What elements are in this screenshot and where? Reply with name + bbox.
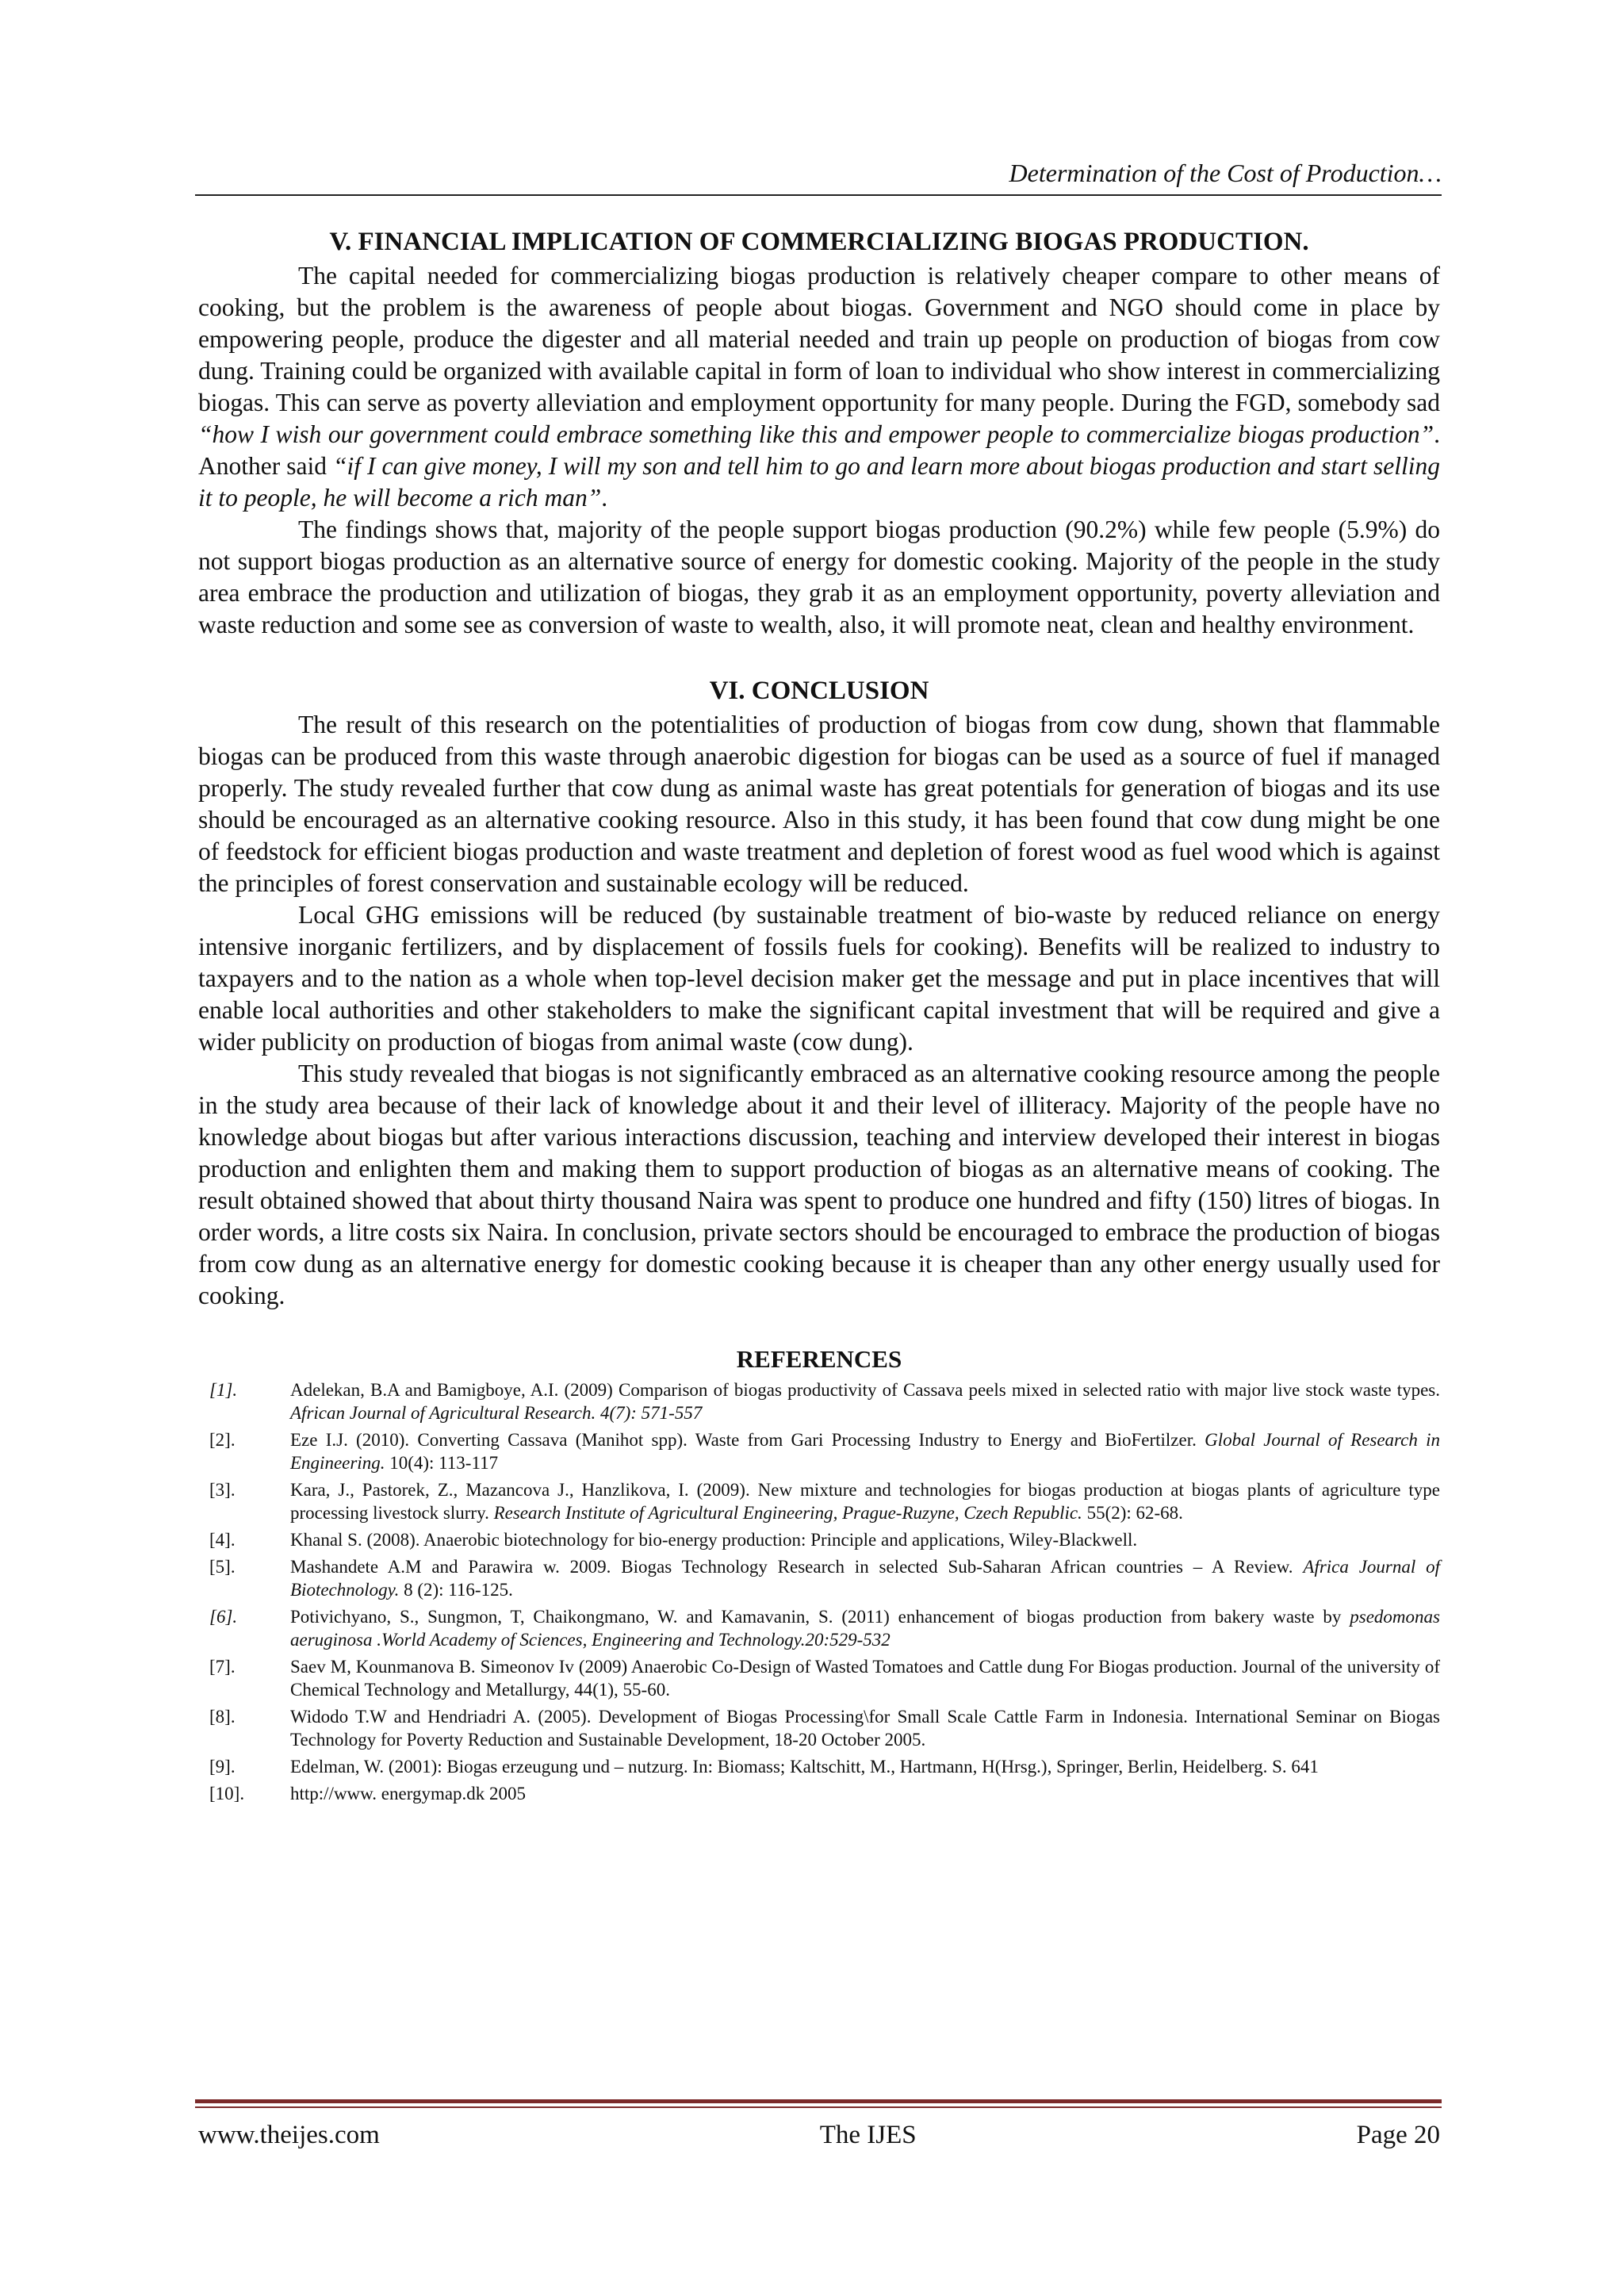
reference-item	[198, 1705, 1440, 1751]
reference-number: [4].	[209, 1530, 236, 1550]
paragraph: The result of this research on the potentialities of production of biogas from cow dung, shown that flammable biogas can be produced from this waste through anaerobic digestion for biogas can be used as a source of fuel if managed properly. The study revealed further that cow dung as animal waste has great potentials for generation of biogas and its use should be encouraged as an alternative cooking resource. Also in this study, it has been found that cow dung might be one of feedstock for efficient biogas production and waste treatment and depletion of forest wood as fuel wood which is against the principles of forest conservation and sustainable ecology will be reduced.	[198, 711, 1440, 897]
header-rule	[195, 194, 1442, 196]
paragraph	[198, 260, 1440, 514]
reference-item	[198, 1655, 1440, 1701]
running-header: Determination of the Cost of Production…	[1009, 159, 1442, 187]
reference-text	[290, 1555, 1440, 1601]
reference-item	[198, 1428, 1440, 1474]
reference-number: [8].	[209, 1707, 236, 1727]
paragraph: This study revealed that biogas is not significantly embraced as an alternative cooking resource among the people in the study area because of their lack of knowledge about it and their level of illiteracy. Majority of the people have no knowledge about biogas but after various interactions discussion, teaching and interview developed their interest in biogas production and enlighten them and making them to support production of biogas as an alternative means of cooking. The result obtained showed that about thirty thousand Naira was spent to produce one hundred and fifty (150) litres of biogas. In order words, a litre costs six Naira. In conclusion, private sectors should be encouraged to embrace the production of biogas from cow dung as an alternative energy for domestic cooking because it is cheaper than any other energy usually used for cooking.	[198, 1060, 1440, 1309]
reference-text	[290, 1528, 1440, 1551]
reference-text	[290, 1605, 1440, 1651]
reference-item	[198, 1555, 1440, 1601]
journal: African Journal of Agricultural Research. 4(7): 571-557	[290, 1403, 703, 1423]
reference-number: [5].	[209, 1557, 236, 1577]
section-heading-financial: V. FINANCIAL IMPLICATION OF COMMERCIALIZING BIOGAS PRODUCTION.	[329, 228, 1309, 256]
text: Adelekan, B.A and Bamigboye, A.I. (2009) Comparison of biogas productivity of Cassava peels mixed in selected ratio with major live stock waste types.	[290, 1380, 1440, 1400]
reference-text	[290, 1428, 1440, 1474]
text: 10(4): 113-117	[385, 1453, 499, 1473]
reference-item	[198, 1782, 1440, 1805]
text: Saev M, Kounmanova B. Simeonov Iv (2009) Anaerobic Co-Design of Wasted Tomatoes and Cattle dung For Biogas production. Journal of the university of Chemical Technology and Metallurgy, 44(1), 55-60.	[290, 1657, 1440, 1700]
text: http://www. energymap.dk 2005	[290, 1784, 527, 1803]
text: 8 (2): 116-125.	[399, 1580, 513, 1600]
footer-rule	[195, 2099, 1442, 2103]
reference-number: [6].	[209, 1607, 238, 1627]
reference-list	[198, 1378, 1440, 1805]
journal: psedomonas aeruginosa .World Academy of Sciences, Engineering and Technology.20:529-532	[290, 1607, 1440, 1650]
text: .	[601, 484, 608, 512]
section-heading-conclusion: VI. CONCLUSION	[709, 677, 929, 705]
paragraph: The findings shows that, majority of the people support biogas production (90.2%) while few people (5.9%) do not support biogas production as an alternative source of energy for domestic cooking. Majority of the people in the study area embrace the production and utilization of biogas, they grab it as an employment opportunity, poverty alleviation and waste reduction and some see as conversion of waste to wealth, also, it will promote neat, clean and healthy environment.	[198, 516, 1440, 638]
footer-website: www.theijes.com	[198, 2121, 380, 2149]
text: Kara, J., Pastorek, Z., Mazancova J., Hanzlikova, I. (2009). New mixture and technologies for biogas production at biogas plants of agriculture type processing livestock slurry.	[290, 1480, 1440, 1523]
reference-text	[290, 1478, 1440, 1524]
reference-number: [1].	[209, 1380, 238, 1400]
reference-text	[290, 1705, 1440, 1751]
quote: “how I wish our government could embrace something like this and empower people to commercialize biogas production”	[198, 420, 1434, 448]
reference-text	[290, 1655, 1440, 1701]
references-title: REFERENCES	[736, 1345, 902, 1373]
reference-item	[198, 1605, 1440, 1651]
text: Mashandete A.M and Parawira w. 2009. Biogas Technology Research in selected Sub-Saharan African countries – A Review.	[290, 1557, 1304, 1577]
page-footer	[198, 2118, 1440, 2152]
footer-rule	[195, 2106, 1442, 2108]
text: 55(2): 62-68.	[1082, 1503, 1183, 1523]
reference-item	[198, 1478, 1440, 1524]
reference-number: [9].	[209, 1757, 236, 1777]
main-content	[198, 224, 1440, 1809]
paragraph: Local GHG emissions will be reduced (by sustainable treatment of bio-waste by reduced reliance on energy intensive inorganic fertilizers, and by displacement of fossils fuels for cooking). Benefits will be realized to industry to taxpayers and to the nation as a whole when top-level decision maker get the message and put in place incentives that will enable local authorities and other stakeholders to make the significant capital investment that will be required and give a wider publicity on production of biogas from animal waste (cow dung).	[198, 901, 1440, 1056]
reference-text	[290, 1378, 1440, 1424]
journal: Global Journal of Research in Engineering.	[290, 1430, 1440, 1473]
journal: Africa Journal of Biotechnology.	[290, 1557, 1441, 1600]
footer-journal: The IJES	[819, 2121, 917, 2149]
journal: Research Institute of Agricultural Engineering, Prague-Ruzyne, Czech Republic.	[493, 1503, 1082, 1523]
text: The capital needed for commercializing biogas production is relatively cheaper compare to other means of cooking, but the problem is the awareness of people about biogas. Government and NGO should come in place by empowering people, produce the digester and all material needed and train up people on production of biogas from cow dung. Training could be organized with available capital in form of loan to individual who show interest in commercializing biogas. This can serve as poverty alleviation and employment opportunity for many people. During the FGD, somebody sad	[198, 262, 1440, 416]
footer-page-number: Page 20	[1356, 2121, 1440, 2149]
reference-text	[290, 1782, 1440, 1805]
text: Potivichyano, S., Sungmon, T, Chaikongmano, W. and Kamavanin, S. (2011) enhancement of biogas production from bakery waste by	[290, 1607, 1350, 1627]
reference-text	[290, 1755, 1440, 1778]
reference-number: [2].	[209, 1430, 236, 1450]
reference-item	[198, 1378, 1440, 1424]
reference-item	[198, 1528, 1440, 1551]
text: Khanal S. (2008). Anaerobic biotechnology for bio-energy production: Principle and applications, Wiley-Blackwell.	[290, 1530, 1138, 1550]
reference-number: [7].	[209, 1657, 236, 1677]
reference-number: [3].	[209, 1480, 236, 1500]
reference-number: [10].	[209, 1784, 245, 1803]
text: . Another said	[198, 420, 1440, 480]
text: Eze I.J. (2010). Converting Cassava (Manihot spp). Waste from Gari Processing Industry to Energy and BioFertilzer.	[290, 1430, 1205, 1450]
quote: “if I can give money, I will my son and tell him to go and learn more about biogas production and start selling it to people, he will become a rich man”	[198, 452, 1441, 512]
text: Edelman, W. (2001): Biogas erzeugung und – nutzurg. In: Biomass; Kaltschitt, M., Hartmann, H(Hrsg.), Springer, Berlin, Heidelberg. S. 641	[290, 1757, 1319, 1777]
text: Widodo T.W and Hendriadri A. (2005). Development of Biogas Processing\for Small Scale Cattle Farm in Indonesia. International Seminar on Biogas Technology for Poverty Reduction and Sustainable Development, 18-20 October 2005.	[290, 1707, 1440, 1750]
reference-item	[198, 1755, 1440, 1778]
